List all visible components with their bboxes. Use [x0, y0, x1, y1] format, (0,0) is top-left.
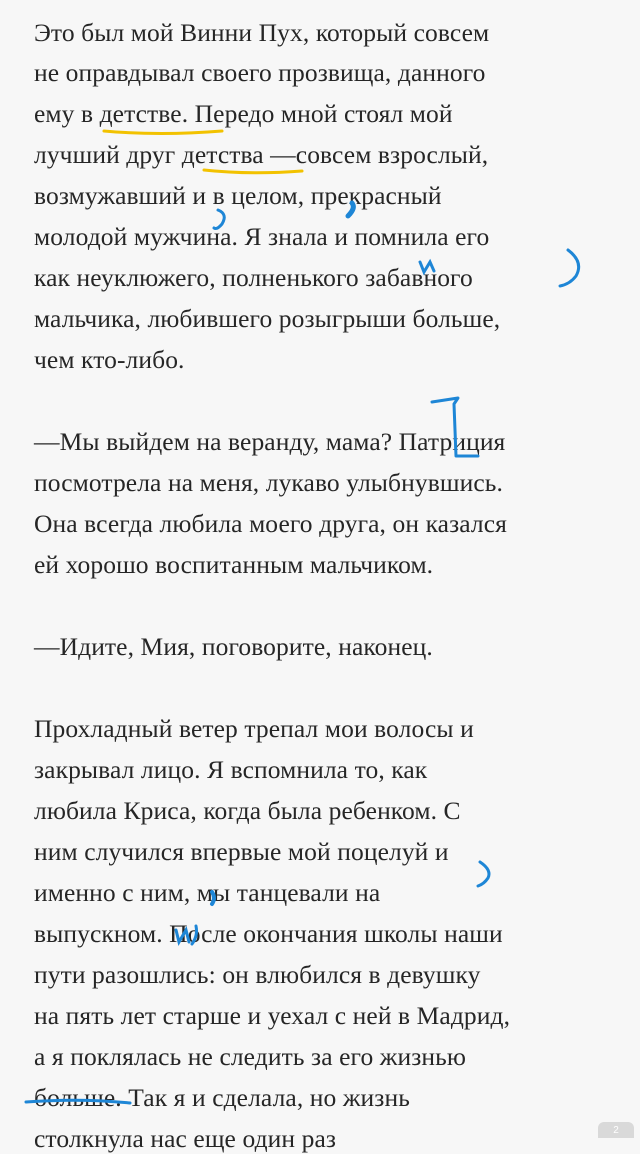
text-line: именно с ним, мы танцевали на: [34, 878, 381, 907]
text-line: лучший друг детства —совсем взрослый,: [34, 140, 489, 169]
text-line: возмужавший и в целом, прекрасный: [34, 181, 442, 210]
text-line: мальчика, любившего розыгрыши больше,: [34, 304, 501, 333]
highlight-underline: [104, 131, 222, 134]
text-line: ей хорошо воспитанным мальчиком.: [34, 550, 434, 579]
text-line: как неуклюжего, полненького забавного: [34, 263, 473, 292]
text-line: —Идите, Мия, поговорите, наконец.: [34, 632, 433, 661]
text-line: закрывал лицо. Я вспомнила то, как: [34, 755, 428, 784]
text-line: не оправдывал своего прозвища, данного: [34, 58, 486, 87]
text-line: Это был мой Винни Пух, который совсем: [34, 18, 490, 47]
text-line: ему в детстве. Передо мной стоял мой: [34, 99, 453, 128]
text-line: молодой мужчина. Я знала и помнила его: [34, 222, 490, 251]
pen-bracket-mark: [560, 250, 579, 286]
text-line: посмотрела на меня, лукаво улыбнувшись.: [34, 468, 503, 497]
text-line: Она всегда любила моего друга, он казался: [34, 509, 507, 538]
highlight-underline: [204, 170, 302, 173]
text-line: выпускном. После окончания школы наши: [34, 919, 503, 948]
text-line: ним случился впервые мой поцелуй и: [34, 837, 449, 866]
page-number-badge: 2: [598, 1122, 634, 1138]
text-line: —Мы выйдем на веранду, мама? Патриция: [34, 427, 506, 456]
text-line: а я поклялась не следить за его жизнью: [34, 1042, 467, 1071]
text-line: столкнула нас еще один раз: [34, 1124, 337, 1153]
text-line: больше. Так я и сделала, но жизнь: [34, 1083, 410, 1112]
text-line: на пять лет старше и уехал с ней в Мадрид,: [34, 1001, 511, 1030]
text-line: любила Криса, когда была ребенком. С: [34, 796, 461, 825]
pen-comma-mark: [478, 862, 489, 886]
text-line: чем кто-либо.: [34, 345, 185, 374]
text-line: Прохладный ветер трепал мои волосы и: [34, 714, 474, 743]
text-line: пути разошлись: он влюбился в девушку: [34, 960, 481, 989]
